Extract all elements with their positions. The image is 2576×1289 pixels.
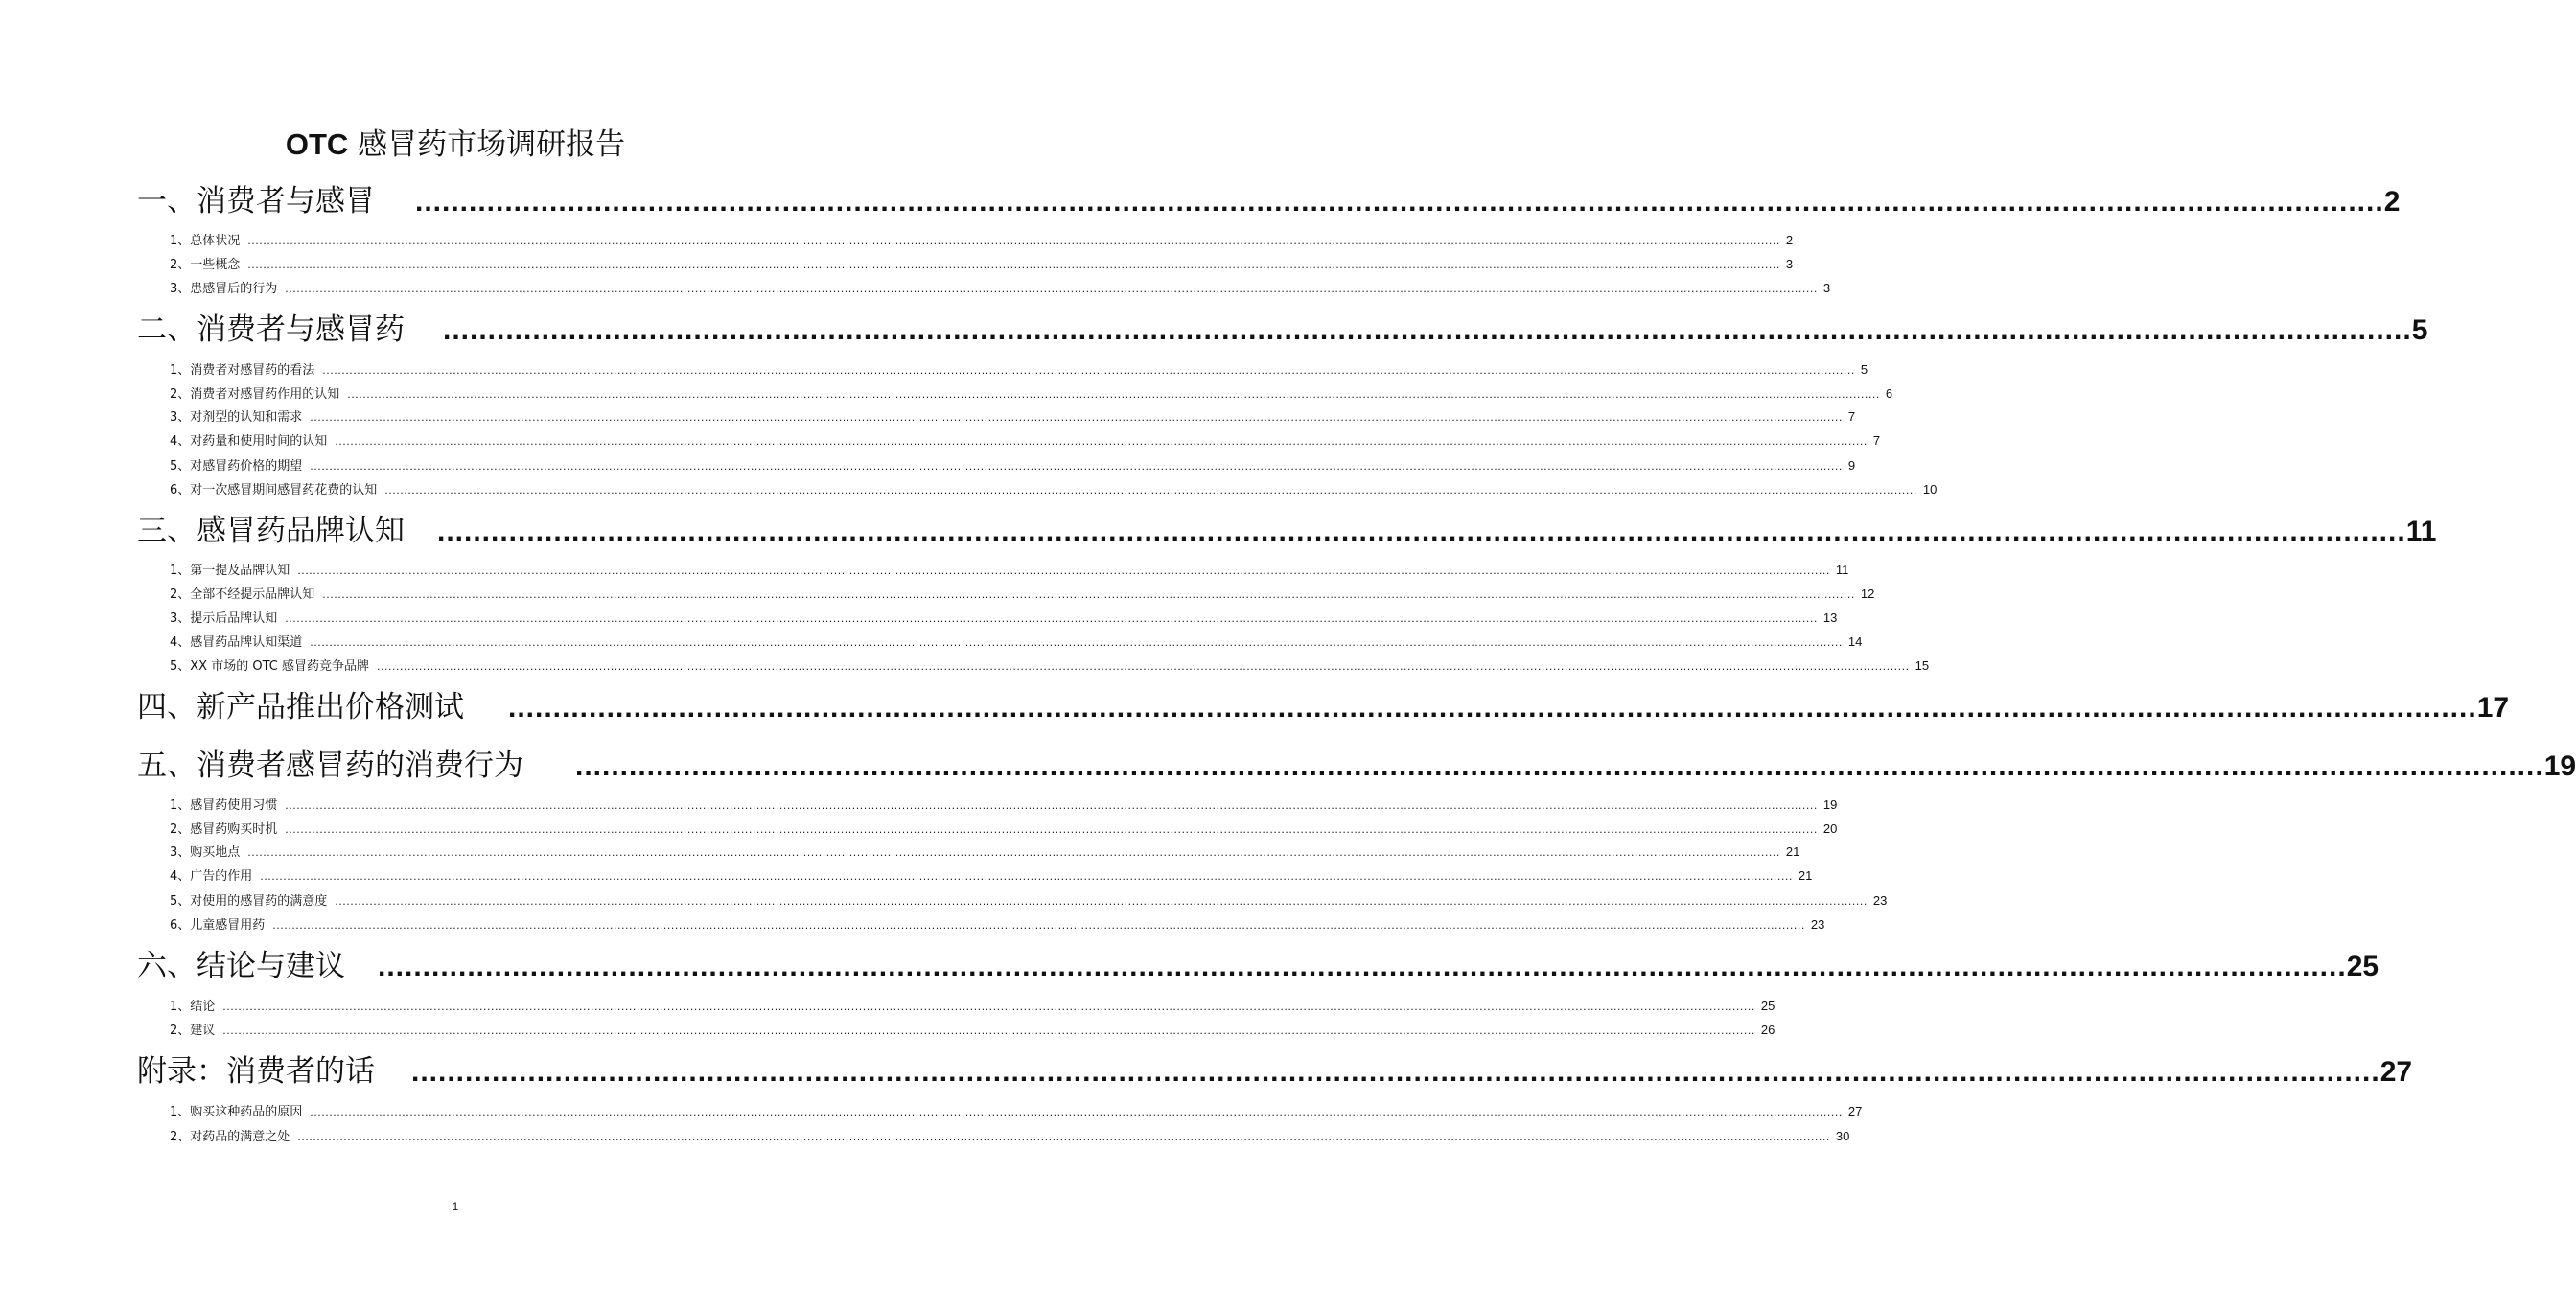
- toc-leader-dots: ................................................................................................................................................................................................................................................................................................................................................................................................................: [376, 660, 1910, 673]
- toc-item-label: 1、第一提及品牌认知: [170, 564, 290, 578]
- toc-section[interactable]: [137, 510, 2437, 552]
- toc-leader-dots: ................................................................................................................................................................................................................................................................................................................................................................................................................: [247, 259, 1780, 271]
- toc-item-page: 26: [1760, 1023, 1775, 1037]
- toc-item-label: 2、对药品的满意之处: [170, 1130, 290, 1144]
- toc-item-label: 4、感冒药品牌认知渠道: [170, 635, 303, 650]
- toc-item-page: 30: [1835, 1129, 1850, 1143]
- toc-item-page: 7: [1847, 409, 1856, 424]
- toc-item[interactable]: [170, 431, 1881, 450]
- toc-leader-dots: ................................................................................................................................................................................................................................................................................................................................................................................................................: [285, 823, 1818, 836]
- toc-item[interactable]: [170, 585, 1875, 604]
- toc-leader-dots: ................................................................................................................................................................................................................................................................................................................................................................................................................: [247, 846, 1780, 859]
- toc-item[interactable]: [170, 866, 1813, 886]
- toc-leader-dots: ............................................................................................................................................................................................................................: [443, 314, 2412, 346]
- toc-section-label: 一、消费者与感冒: [137, 184, 375, 219]
- toc-leader-dots: ................................................................................................................................................................................................................................................................................................................................................................................................................: [222, 1001, 1755, 1013]
- toc-item[interactable]: [170, 360, 1868, 380]
- toc-item-label: 3、对剂型的认知和需求: [170, 410, 303, 425]
- toc-leader-dots: ................................................................................................................................................................................................................................................................................................................................................................................................................: [310, 460, 1843, 472]
- toc-leader-dots: ................................................................................................................................................................................................................................................................................................................................................................................................................: [384, 484, 1917, 496]
- toc-item[interactable]: [170, 384, 1893, 403]
- toc-section-page: 27: [2379, 1056, 2413, 1088]
- toc-section[interactable]: [137, 309, 2428, 351]
- toc-section-label: 四、新产品推出价格测试: [137, 690, 464, 725]
- toc-section-page: 25: [2346, 951, 2379, 982]
- toc-item-label: 5、对感冒药价格的期望: [170, 459, 303, 473]
- toc-item-page: 7: [1872, 433, 1881, 448]
- toc-leader-dots: ................................................................................................................................................................................................................................................................................................................................................................................................................: [322, 364, 1855, 377]
- toc-item[interactable]: [170, 795, 1838, 815]
- toc-item-page: 2: [1785, 233, 1794, 247]
- toc-leader-dots: ................................................................................................................................................................................................................................................................................................................................................................................................................: [285, 283, 1818, 295]
- toc-item[interactable]: [170, 915, 1825, 934]
- toc-section[interactable]: [137, 945, 2379, 987]
- toc-item-page: 21: [1785, 844, 1800, 859]
- toc-item[interactable]: [170, 633, 1863, 652]
- toc-item[interactable]: [170, 1102, 1863, 1121]
- toc-item-page: 12: [1860, 587, 1875, 601]
- toc-item-page: 10: [1922, 482, 1938, 496]
- toc-item-label: 2、全部不经提示品牌认知: [170, 587, 315, 602]
- toc-item-label: 4、广告的作用: [170, 869, 253, 884]
- toc-item-label: 1、感冒药使用习惯: [170, 798, 278, 813]
- toc-section-page: 19: [2543, 750, 2576, 782]
- toc-item-page: 21: [1798, 868, 1813, 883]
- toc-item-page: 23: [1810, 917, 1825, 932]
- toc-item-page: 19: [1822, 797, 1838, 812]
- page-number: 1: [452, 1200, 459, 1213]
- toc-section-page: 2: [2383, 186, 2401, 218]
- toc-item-label: 3、患感冒后的行为: [170, 282, 278, 296]
- toc-item-page: 5: [1860, 362, 1868, 377]
- toc-leader-dots: ............................................................................................................................................................................................................................: [378, 951, 2347, 982]
- title-latin: OTC: [285, 127, 349, 161]
- title-cjk: 感冒药市场调研报告: [358, 127, 626, 162]
- toc-item-label: 1、总体状况: [170, 234, 241, 248]
- toc-section-label: 二、消费者与感冒药: [137, 312, 405, 347]
- toc-item-page: 3: [1785, 257, 1794, 271]
- toc-item-page: 25: [1760, 999, 1775, 1013]
- toc-item-label: 5、对使用的感冒药的满意度: [170, 894, 328, 909]
- toc-item-label: 4、对药量和使用时间的认知: [170, 434, 328, 449]
- toc-leader-dots: ............................................................................................................................................................................................................................: [411, 1056, 2380, 1088]
- toc-section-label: 附录：消费者的话: [137, 1054, 375, 1089]
- toc-item-label: 1、消费者对感冒药的看法: [170, 363, 315, 378]
- toc-leader-dots: ................................................................................................................................................................................................................................................................................................................................................................................................................: [297, 564, 1830, 577]
- toc-item[interactable]: [170, 656, 1930, 676]
- toc-section[interactable]: [137, 1050, 2413, 1093]
- toc-item[interactable]: [170, 819, 1838, 839]
- toc-item-page: 11: [1835, 563, 1849, 577]
- toc-item[interactable]: [170, 997, 1775, 1016]
- toc-item-page: 9: [1847, 458, 1856, 472]
- toc-leader-dots: ............................................................................................................................................................................................................................: [508, 692, 2477, 724]
- toc-item-label: 6、儿童感冒用药: [170, 918, 266, 932]
- toc-item[interactable]: [170, 842, 1800, 862]
- toc-item-label: 2、一些概念: [170, 258, 241, 272]
- toc-item-label: 3、购买地点: [170, 845, 241, 860]
- toc-leader-dots: ................................................................................................................................................................................................................................................................................................................................................................................................................: [347, 388, 1880, 401]
- toc-leader-dots: ................................................................................................................................................................................................................................................................................................................................................................................................................: [222, 1024, 1755, 1037]
- toc-item-page: 27: [1847, 1104, 1863, 1118]
- toc-leader-dots: ................................................................................................................................................................................................................................................................................................................................................................................................................: [297, 1131, 1830, 1143]
- toc-item-label: 2、感冒药购买时机: [170, 822, 278, 837]
- toc-item-page: 20: [1822, 821, 1838, 836]
- toc-item-page: 13: [1822, 610, 1838, 625]
- toc-leader-dots: ................................................................................................................................................................................................................................................................................................................................................................................................................: [310, 1106, 1843, 1118]
- toc-leader-dots: ................................................................................................................................................................................................................................................................................................................................................................................................................: [322, 588, 1855, 601]
- toc-section-label: 三、感冒药品牌认知: [137, 514, 405, 548]
- toc-leader-dots: ............................................................................................................................................................................................................................: [437, 516, 2406, 547]
- toc-item[interactable]: [170, 561, 1849, 580]
- toc-section-label: 六、结论与建议: [137, 949, 345, 983]
- toc-section-page: 11: [2405, 516, 2437, 547]
- toc-item[interactable]: [170, 279, 1831, 298]
- toc-section-label: 五、消费者感冒药的消费行为: [137, 748, 523, 783]
- toc-item-label: 5、XX 市场的 OTC 感冒药竞争品牌: [170, 659, 369, 674]
- toc-item[interactable]: [170, 255, 1794, 274]
- toc-item[interactable]: [170, 407, 1856, 426]
- toc-item-page: 3: [1822, 281, 1831, 295]
- toc-section[interactable]: [137, 686, 2510, 728]
- toc-leader-dots: ................................................................................................................................................................................................................................................................................................................................................................................................................: [272, 919, 1805, 932]
- toc-leader-dots: ................................................................................................................................................................................................................................................................................................................................................................................................................: [260, 870, 1793, 883]
- toc-item[interactable]: [170, 231, 1794, 250]
- toc-section-page: 5: [2411, 314, 2428, 346]
- toc-leader-dots: ................................................................................................................................................................................................................................................................................................................................................................................................................: [310, 636, 1843, 649]
- toc-item-label: 2、建议: [170, 1024, 216, 1038]
- toc-item-label: 3、提示后品牌认知: [170, 611, 278, 626]
- toc-leader-dots: ................................................................................................................................................................................................................................................................................................................................................................................................................: [335, 435, 1868, 448]
- toc-item[interactable]: [170, 1021, 1775, 1040]
- toc-item-label: 1、结论: [170, 1000, 216, 1014]
- toc-item-page: 23: [1872, 893, 1888, 908]
- toc-item-label: 1、购买这种药品的原因: [170, 1105, 303, 1119]
- toc-section-page: 17: [2476, 692, 2510, 724]
- toc-item-page: 15: [1915, 658, 1930, 673]
- toc-section[interactable]: [137, 180, 2401, 222]
- toc-item[interactable]: [170, 609, 1838, 628]
- toc-item-label: 2、消费者对感冒药作用的认知: [170, 387, 340, 402]
- toc-item[interactable]: [170, 1127, 1850, 1146]
- toc-section[interactable]: [137, 745, 2576, 787]
- toc-item[interactable]: [170, 456, 1856, 475]
- toc-leader-dots: ............................................................................................................................................................................................................................: [575, 750, 2544, 782]
- toc-item[interactable]: [170, 891, 1888, 910]
- toc-item-label: 6、对一次感冒期间感冒药花费的认知: [170, 483, 378, 497]
- toc-item-page: 14: [1847, 634, 1863, 649]
- toc-leader-dots: ................................................................................................................................................................................................................................................................................................................................................................................................................: [247, 235, 1780, 247]
- toc-item[interactable]: [170, 480, 1938, 499]
- toc-leader-dots: ............................................................................................................................................................................................................................: [415, 186, 2384, 218]
- toc-item-page: 6: [1885, 386, 1893, 401]
- toc-leader-dots: ................................................................................................................................................................................................................................................................................................................................................................................................................: [285, 612, 1818, 625]
- toc-leader-dots: ................................................................................................................................................................................................................................................................................................................................................................................................................: [285, 799, 1818, 812]
- toc-leader-dots: ................................................................................................................................................................................................................................................................................................................................................................................................................: [335, 895, 1868, 908]
- toc-leader-dots: ................................................................................................................................................................................................................................................................................................................................................................................................................: [310, 411, 1843, 424]
